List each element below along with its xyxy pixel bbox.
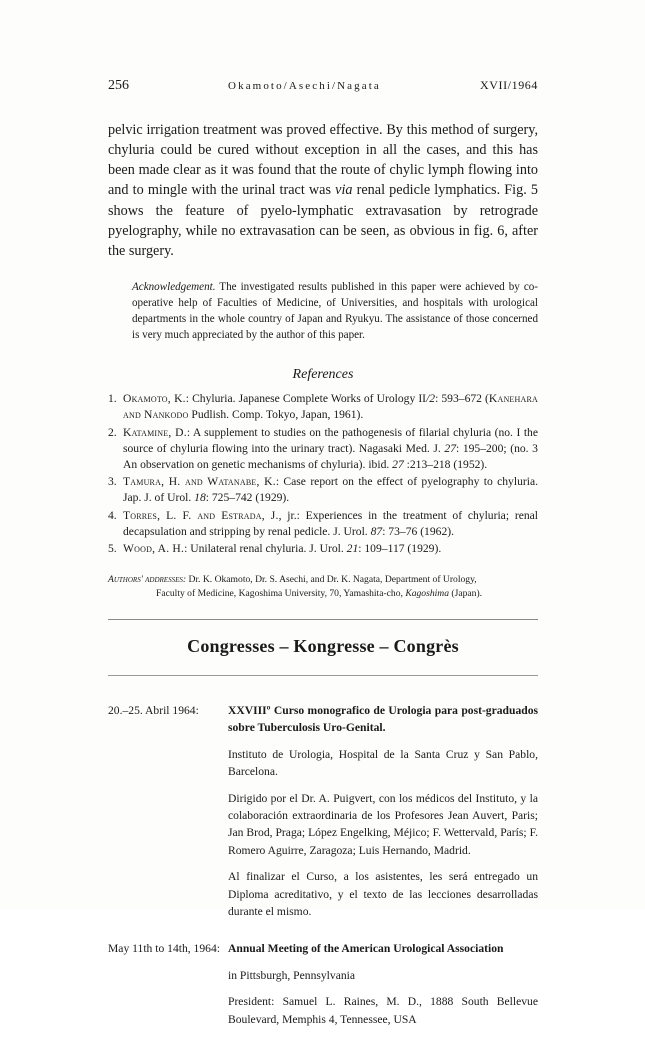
section-divider-bottom: [108, 675, 538, 676]
reference-text: [123, 508, 538, 540]
authors-addresses-city: Kagoshima: [405, 588, 450, 600]
reference-item: [108, 541, 538, 557]
reference-number: 3.: [108, 475, 117, 489]
reference-volume: 21: [346, 542, 359, 556]
reference-number: 5.: [108, 542, 117, 556]
reference-item: [108, 391, 538, 423]
page-number: 256: [108, 78, 129, 93]
reference-rest2: : 109–117 (1929).: [358, 542, 442, 556]
reference-rest: : Unilateral renal chyluria. J. Urol.: [184, 542, 347, 556]
congresses-heading: Congresses – Kongresse – Congrès: [187, 636, 459, 657]
reference-text: [123, 391, 538, 423]
congress-paragraph: Al finalizar el Curso, a los asistentes, les será entregado un Diploma acreditativo, y el texto de las lecciones desarrolladas durante el mismo.: [228, 870, 538, 918]
reference-item: [108, 474, 538, 506]
congress-date: May 11th to 14th, 1964:: [108, 942, 220, 956]
page-content: [108, 78, 538, 1048]
congress-entry: [108, 702, 538, 920]
reference-rest3: Pudlish. Comp. Tokyo, Japan, 1961).: [188, 408, 364, 422]
authors-addresses-line1: [108, 573, 538, 587]
congress-date: 20.–25. Abril 1964:: [108, 704, 199, 718]
authors-addresses-text2b: (Japan).: [449, 588, 483, 600]
reference-text: [123, 425, 538, 473]
congress-paragraph: Instituto de Urologia, Hospital de la Santa Cruz y San Pablo, Barcelona.: [228, 747, 538, 779]
reference-volume: 18: [194, 491, 206, 505]
reference-number: 4.: [108, 508, 117, 522]
section-divider-top: [108, 619, 538, 620]
acknowledgement-block: [108, 279, 538, 343]
reference-number: 2.: [108, 425, 117, 439]
reference-rest: : Chyluria. Japanese Complete Works of Urology II: [185, 392, 427, 406]
body-paragraph: [108, 120, 538, 261]
acknowledgement-text: The investigated results published in this paper were achieved by co-operative help of Faculties of Medicine, of Universities, and hospitals with urological departments in the whole country of Japan and Ryukyu. The assistance of those concerned is very much appreciated by the author of this paper.: [132, 281, 538, 342]
body-paragraph-part1: pelvic irrigation treatment was proved effective. By this method of surgery, chyluria could be cured without exception in all the cases, and this has been made clear as it was found that the route of chylic lymph flowing into and to mingle with the urinal tract was: [108, 122, 538, 199]
congresses-entries: [108, 702, 538, 1028]
reference-author: Okamoto, K.: [123, 392, 186, 406]
running-head-authors: Okamoto/Asechi/Nagata: [228, 80, 381, 92]
running-head-issue: XVII/1964: [479, 78, 538, 92]
congress-detail: [228, 940, 538, 1028]
reference-rest2: : 725–742 (1929).: [205, 491, 290, 505]
reference-item: [108, 425, 538, 473]
reference-author: Tamura, H. and Watanabe, K.: [123, 475, 276, 489]
reference-text: [123, 474, 538, 506]
congress-detail: [228, 702, 538, 920]
reference-volume: 27: [444, 441, 456, 455]
congress-entry: [108, 940, 538, 1028]
acknowledgement-label: Acknowledgement.: [132, 281, 216, 294]
references-list: [108, 391, 538, 557]
reference-author: Torres, L. F. and Estrada, J.: [123, 508, 279, 522]
reference-rest: , jr.: Experiences in the treatment of chyluria; renal decapsulation and stripping by renal pedicle. J. Urol.: [123, 508, 539, 538]
reference-author: Wood, A. H.: [123, 542, 185, 556]
reference-rest2: : 195–200; (no. 3 An observation on genetic mechanisms of chyluria). ibid.: [123, 441, 538, 471]
congress-paragraph: in Pittsburgh, Pennsylvania: [228, 968, 355, 982]
congress-paragraph: President: Samuel L. Raines, M. D., 1888 South Bellevue Boulevard, Memphis 4, Tennessee, USA: [228, 995, 538, 1026]
reference-rest: : Case report on the effect of pyelography to chyluria. Jap. J. of Urol.: [123, 475, 539, 505]
reference-item: [108, 508, 538, 540]
reference-volume-2: 27: [392, 457, 404, 471]
reference-text: [123, 541, 538, 557]
authors-addresses-line2: [108, 587, 538, 601]
reference-author: Katamine, D.: [123, 425, 187, 439]
congress-title-text: XXVIIIº Curso monografico de Urologia para post-graduados sobre Tuberculosis Uro-Genital.: [228, 704, 538, 735]
reference-rest: : A supplement to studies on the pathogenesis of filarial chyluria (no. I the source of chyluria flowing into the urinary tract). Nagasaki Med. J.: [123, 425, 538, 455]
reference-rest2: : 593–672 (: [435, 392, 489, 406]
congress-title-text: Annual Meeting of the American Urological Association: [228, 942, 504, 956]
reference-volume: 87: [370, 524, 383, 538]
congress-paragraph: Dirigido por el Dr. A. Puigvert, con los médicos del Instituto, y la colaboración extraordinaria de los Profesores Jean Auvert, Paris; Jan Brod, Praga; López Engelking, Méjico; F. Wettervald, París; F. Romero Aguirre, Zaragoza; Luis Hernando, Madrid.: [228, 791, 538, 857]
authors-addresses-text1: Dr. K. Okamoto, Dr. S. Asechi, and Dr. K. Nagata, Department of Urology,: [186, 574, 477, 586]
references-heading: References: [292, 367, 354, 383]
reference-publisher: Kanehara and Nankodo: [123, 392, 538, 422]
running-head: [108, 78, 538, 98]
reference-rest3: :213–218 (1952).: [403, 457, 488, 471]
authors-addresses: [108, 573, 538, 601]
reference-number: 1.: [108, 392, 117, 406]
authors-addresses-label: Authors' addresses:: [108, 574, 187, 586]
authors-addresses-text2a: Faculty of Medicine, Kagoshima University, 70, Yamashita-cho,: [156, 588, 406, 600]
reference-volume: /2: [426, 392, 436, 406]
body-paragraph-part2: renal pedicle lymphatics. Fig. 5 shows the feature of pyelo-lymphatic extravasation by retrograde pyelography, while no extravasation can be seen, as obvious in fig. 6, after the surgery.: [108, 182, 539, 259]
body-via-italic: via: [335, 182, 353, 199]
reference-rest2: : 73–76 (1962).: [382, 524, 454, 538]
